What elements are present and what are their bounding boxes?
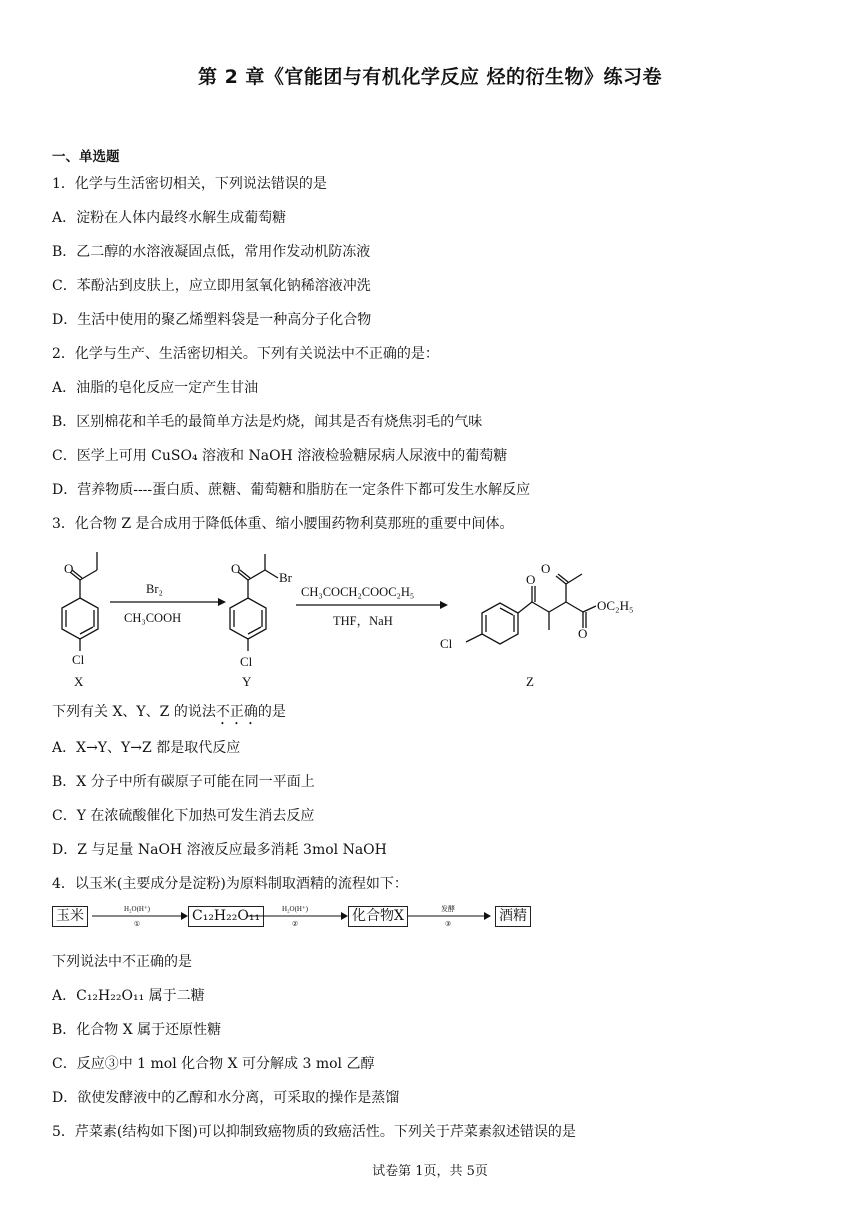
question-2-option-a: A．油脂的皂化反应一定产生甘油	[52, 380, 259, 396]
arrow-2-top: H₂O(H⁺)	[282, 905, 308, 913]
flow-arrows	[0, 900, 860, 936]
reagent-1-top: Br₂	[146, 582, 163, 596]
question-2-option-c: C．医学上可用 CuSO₄ 溶液和 NaOH 溶液检验糖尿病人尿液中的葡萄糖	[52, 448, 508, 464]
question-3-option-b: B．X 分子中所有碳原子可能在同一平面上	[52, 774, 315, 790]
page-footer: 试卷第 1页，共 5页	[372, 1164, 488, 1179]
emphasis-text: 不正确	[215, 704, 258, 720]
reagent-2-bottom: THF，NaH	[333, 614, 393, 628]
arrow-1-bottom: ①	[133, 920, 141, 928]
question-3-option-c: C．Y 在浓硫酸催化下加热可发生消去反应	[52, 808, 315, 824]
flow-box-compound-x: 化合物X	[348, 906, 408, 927]
section-heading: 一、单选题	[52, 149, 120, 165]
question-2-option-b: B．区别棉花和羊毛的最简单方法是灼烧，闻其是否有烧焦羽毛的气味	[52, 414, 483, 430]
y-chlorine-atom: Cl	[240, 654, 253, 669]
z-chlorine-atom: Cl	[440, 636, 453, 651]
arrow-3-bottom: ③	[444, 920, 452, 928]
x-chlorine-atom: Cl	[72, 652, 85, 667]
question-2-option-d: D．营养物质----蛋白质、蔗糖、葡萄糖和脂肪在一定条件下都可发生水解反应	[52, 482, 531, 498]
arrow-1-top: H₂O(H⁺)	[124, 905, 150, 913]
question-3-stem: 3．化合物 Z 是合成用于降低体重、缩小腰围药物利莫那班的重要中间体。	[52, 516, 514, 532]
z-ester-oxygen: O	[578, 626, 588, 641]
question-4-option-d: D．欲使发酵液中的乙醇和水分离，可采取的操作是蒸馏	[52, 1090, 400, 1106]
reagent-1-bottom: CH₃COOH	[124, 611, 182, 625]
label-y: Y	[242, 674, 252, 689]
question-3-option-a: A．X→Y、Y→Z 都是取代反应	[52, 740, 241, 756]
question-4-option-c: C．反应③中 1 mol 化合物 X 可分解成 3 mol 乙醇	[52, 1056, 375, 1072]
label-x: X	[74, 674, 84, 689]
reagent-2-top: CH₃COCH₂COOC₂H₅	[301, 585, 415, 599]
reaction-scheme	[0, 540, 860, 695]
question-1-option-c: C．苯酚沾到皮肤上，应立即用氢氧化钠稀溶液冲洗	[52, 278, 371, 294]
question-1-stem: 1．化学与生活密切相关，下列说法错误的是	[52, 176, 327, 192]
arrow-3-top: 发酵	[441, 905, 455, 913]
arrow-2-bottom: ②	[291, 920, 299, 928]
y-bromine-atom: Br	[279, 570, 292, 585]
question-5-stem: 5．芹菜素(结构如下图)可以抑制致癌物质的致癌活性。下列关于芹菜素叙述错误的是	[52, 1124, 576, 1140]
flow-box-alcohol: 酒精	[495, 906, 531, 927]
question-4-prompt: 下列说法中不正确的是	[52, 954, 192, 970]
z-acetyl-oxygen: O	[541, 561, 551, 576]
question-3-option-d: D．Z 与足量 NaOH 溶液反应最多消耗 3mol NaOH	[52, 842, 387, 858]
flow-box-disaccharide: C₁₂H₂₂O₁₁	[188, 906, 264, 927]
flow-box-corn: 玉米	[52, 906, 88, 927]
question-1-option-b: B．乙二醇的水溶液凝固点低，常用作发动机防冻液	[52, 244, 371, 260]
question-4-option-b: B．化合物 X 属于还原性糖	[52, 1022, 222, 1038]
label-z: Z	[526, 674, 534, 689]
z-ethoxy-group: OC₂H₅	[597, 598, 634, 613]
z-ketone-oxygen: O	[526, 572, 536, 587]
x-oxygen-atom: O	[64, 561, 74, 576]
y-oxygen-atom: O	[231, 561, 241, 576]
question-1-option-d: D．生活中使用的聚乙烯塑料袋是一种高分子化合物	[52, 312, 372, 328]
question-4-option-a: A．C₁₂H₂₂O₁₁ 属于二糖	[52, 988, 205, 1004]
question-1-option-a: A．淀粉在人体内最终水解生成葡萄糖	[52, 210, 287, 226]
question-4-stem: 4．以玉米(主要成分是淀粉)为原料制取酒精的流程如下：	[52, 876, 408, 892]
question-3-prompt: 下列有关 X、Y、Z 的说法不正确的是	[52, 704, 286, 720]
page-title: 第 2 章《官能团与有机化学反应 烃的衍生物》练习卷	[197, 66, 663, 88]
question-2-stem: 2．化学与生产、生活密切相关。下列有关说法中不正确的是：	[52, 346, 439, 362]
